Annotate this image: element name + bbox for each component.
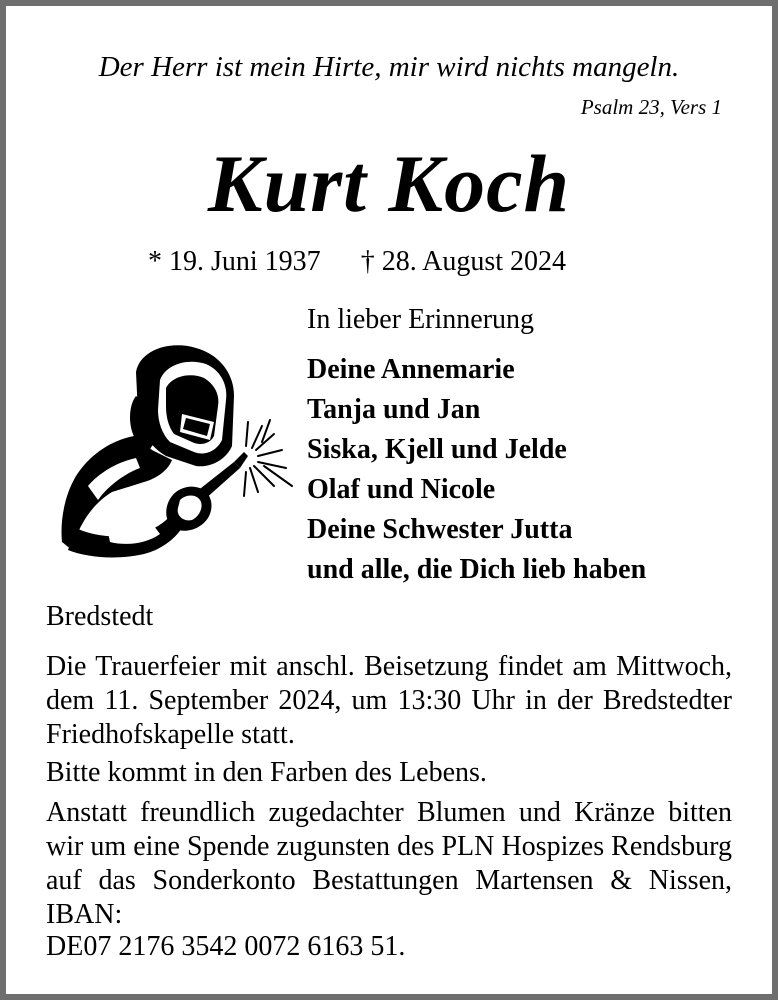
- death-date: † 28. August 2024: [360, 246, 567, 277]
- psalm-reference: Psalm 23, Vers 1: [580, 95, 722, 119]
- list-item: Siska, Kjell und Jelde: [307, 434, 567, 465]
- deceased-name: Kurt Koch: [207, 138, 571, 229]
- psalm-quote: Der Herr ist mein Hirte, mir wird nichts mangeln.: [98, 51, 680, 83]
- life-dates: [148, 244, 566, 280]
- ceremony-paragraph: Die Trauerfeier mit anschl. Beisetzung findet am Mittwoch, dem 11. September 2024, um 13:30 Uhr in der Bredstedter Friedhofskapelle statt.: [46, 651, 732, 750]
- remembrance-line: In lieber Erinnerung: [307, 304, 535, 335]
- place-name: Bredstedt: [46, 601, 154, 632]
- mourners-list: [307, 350, 646, 590]
- list-item: und alle, die Dich lieb haben: [307, 554, 647, 585]
- list-item: Tanja und Jan: [307, 394, 481, 425]
- donation-paragraph: Anstatt freundlich zugedachter Blumen und Kränze bitten wir um eine Spende zugunsten des PLN Hospizes Rendsburg auf das Sonderkonto Bestattungen Martensen & Nissen, IBAN:: [46, 797, 732, 930]
- iban-line: DE07 2176 3542 0072 6163 51.: [46, 931, 406, 962]
- colors-paragraph: Bitte kommt in den Farben des Lebens.: [46, 757, 487, 788]
- birth-date: * 19. Juni 1937: [148, 246, 321, 277]
- list-item: Olaf und Nicole: [307, 474, 496, 505]
- list-item: Deine Schwester Jutta: [307, 514, 573, 545]
- list-item: Deine Annemarie: [307, 354, 515, 385]
- welder-icon: [48, 336, 298, 576]
